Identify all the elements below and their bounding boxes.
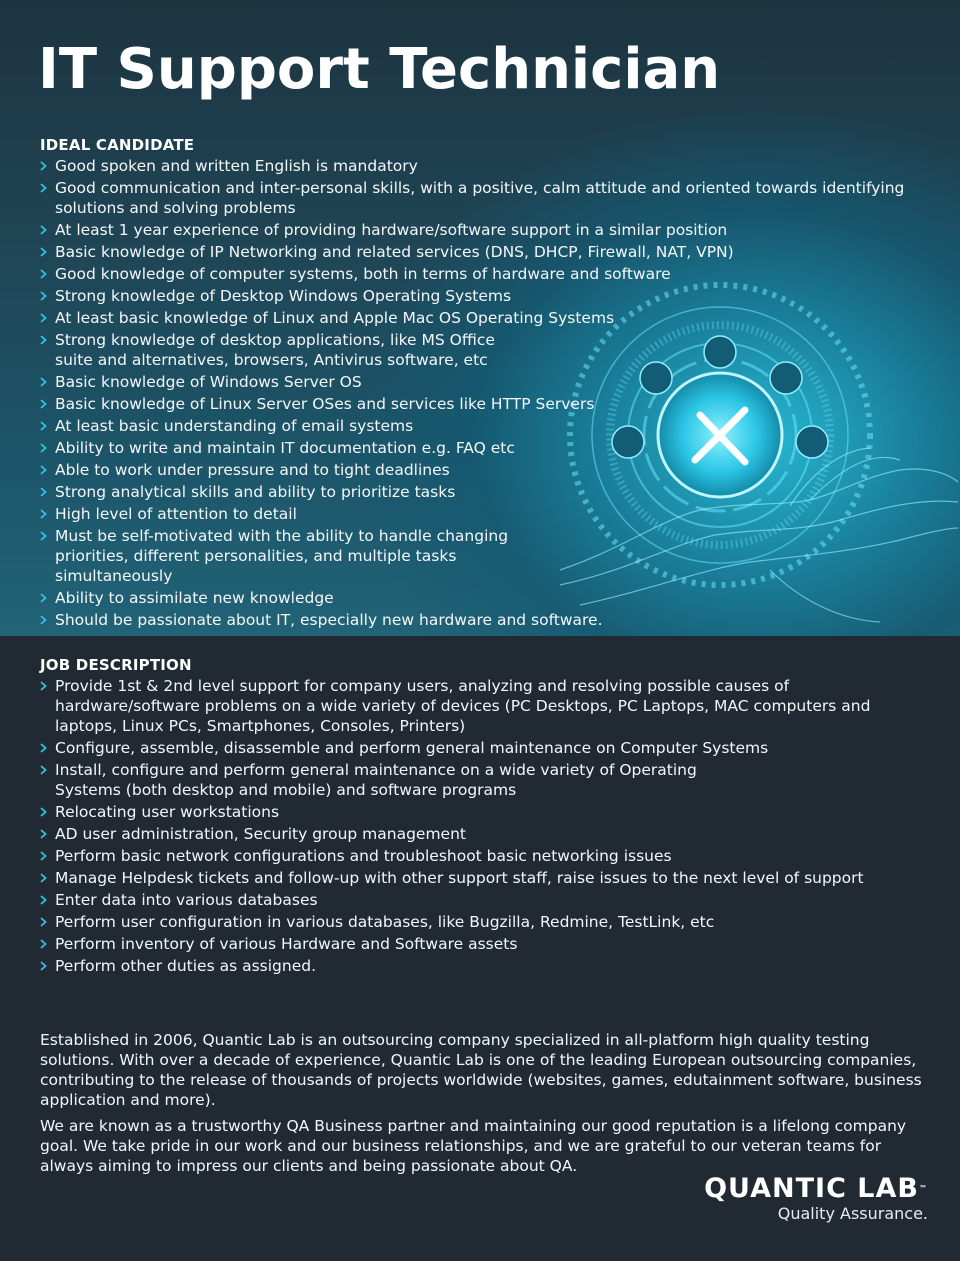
chevron-right-icon: [40, 917, 47, 927]
chevron-right-icon: [40, 335, 47, 345]
list-item: [40, 846, 920, 866]
chevron-right-icon: [40, 183, 47, 193]
chevron-right-icon: [40, 465, 47, 475]
section-heading: JOB DESCRIPTION: [40, 656, 192, 674]
chevron-right-icon: [40, 509, 47, 519]
list-item: [40, 482, 920, 502]
chevron-right-icon: [40, 291, 47, 301]
list-item-text: Manage Helpdesk tickets and follow-up with other support staff, raise issues to the next level of support: [55, 869, 864, 887]
list-item-text: Able to work under pressure and to tight deadlines: [55, 461, 450, 479]
job-description-list: [40, 676, 920, 976]
list-item: [40, 934, 920, 954]
list-item-text: High level of attention to detail: [55, 505, 297, 523]
list-item-text: Strong knowledge of desktop applications, like MS Office suite and alternatives, browsers, Antivirus software, etc: [55, 331, 495, 369]
list-item: [40, 372, 920, 392]
chevron-right-icon: [40, 939, 47, 949]
chevron-right-icon: [40, 765, 47, 775]
list-item: [40, 956, 920, 976]
list-item-text: Ability to assimilate new knowledge: [55, 589, 334, 607]
list-item: [40, 308, 920, 328]
list-item: [40, 242, 920, 262]
list-item-text: Enter data into various databases: [55, 891, 318, 909]
ideal-candidate-list: [40, 156, 920, 630]
company-about: [40, 1030, 930, 1182]
list-item-text: Relocating user workstations: [55, 803, 280, 821]
chevron-right-icon: [40, 399, 47, 409]
list-item-text: Good communication and inter-personal skills, with a positive, calm attitude and oriented towards identifying solutions and solving problems: [55, 179, 905, 217]
list-item-text: Provide 1st & 2nd level support for company users, analyzing and resolving possible causes of hardware/software problems on a wide variety of devices (PC Desktops, PC Laptops, MAC computers and laptops, Linux PCs, Smartphones, Consoles, Printers): [55, 677, 871, 735]
chevron-right-icon: [40, 961, 47, 971]
chevron-right-icon: [40, 247, 47, 257]
list-item-text: Basic knowledge of Windows Server OS: [55, 373, 362, 391]
chevron-right-icon: [40, 225, 47, 235]
list-item-text: AD user administration, Security group management: [55, 825, 466, 843]
logo-tagline: Quality Assurance.: [777, 1204, 928, 1223]
list-item: [40, 156, 920, 176]
list-item: [40, 912, 920, 932]
chevron-right-icon: [40, 487, 47, 497]
list-item: [40, 588, 920, 608]
chevron-right-icon: [40, 593, 47, 603]
about-paragraph: Established in 2006, Quantic Lab is an outsourcing company specialized in all-platform high quality testing solutions. With over a decade of experience, Quantic Lab is one of the leading European outsourcing companies, contributing to the release of thousands of projects worldwide (websites, games, edutainment software, business application and more).: [40, 1031, 922, 1109]
list-item: [40, 394, 920, 414]
chevron-right-icon: [40, 161, 47, 171]
list-item-text: Perform inventory of various Hardware and Software assets: [55, 935, 518, 953]
chevron-right-icon: [40, 807, 47, 817]
list-item-text: Should be passionate about IT, especially new hardware and software.: [55, 611, 603, 629]
chevron-right-icon: [40, 829, 47, 839]
list-item: [40, 526, 575, 586]
list-item: [40, 824, 920, 844]
list-item-text: At least 1 year experience of providing hardware/software support in a similar position: [55, 221, 728, 239]
list-item: [40, 416, 920, 436]
list-item: [40, 802, 920, 822]
list-item: [40, 610, 920, 630]
logo-trademark: ™: [919, 1184, 928, 1193]
list-item: [40, 738, 920, 758]
list-item-text: Good spoken and written English is mandatory: [55, 157, 418, 175]
list-item-text: Perform user configuration in various databases, like Bugzilla, Redmine, TestLink, etc: [55, 913, 715, 931]
list-item-text: Install, configure and perform general maintenance on a wide variety of Operating Systems (both desktop and mobile) and software programs: [55, 761, 697, 799]
list-item: [40, 504, 920, 524]
company-logo: [704, 1174, 928, 1224]
chevron-right-icon: [40, 531, 47, 541]
chevron-right-icon: [40, 443, 47, 453]
chevron-right-icon: [40, 421, 47, 431]
list-item: [40, 676, 920, 736]
chevron-right-icon: [40, 743, 47, 753]
list-item: [40, 760, 755, 800]
about-paragraph: We are known as a trustworthy QA Business partner and maintaining our good reputation is a lifelong company goal. We take pride in our work and our business relationships, and we are grateful to our veteran teams for always aiming to impress our clients and being passionate about QA.: [40, 1117, 907, 1175]
list-item: [40, 264, 920, 284]
list-item: [40, 890, 920, 910]
list-item-text: Configure, assemble, disassemble and perform general maintenance on Computer Systems: [55, 739, 769, 757]
list-item-text: Must be self-motivated with the ability to handle changing priorities, different personalities, and multiple tasks simultaneously: [55, 527, 509, 585]
list-item-text: Perform basic network configurations and troubleshoot basic networking issues: [55, 847, 672, 865]
list-item: [40, 438, 920, 458]
list-item-text: Strong analytical skills and ability to prioritize tasks: [55, 483, 456, 501]
chevron-right-icon: [40, 615, 47, 625]
list-item-text: Perform other duties as assigned.: [55, 957, 316, 975]
list-item: [40, 178, 920, 218]
page-title: IT Support Technician: [38, 37, 721, 102]
ideal-candidate-section: [40, 134, 920, 632]
list-item-text: Strong knowledge of Desktop Windows Operating Systems: [55, 287, 512, 305]
chevron-right-icon: [40, 269, 47, 279]
logo-name: QUANTIC LAB: [704, 1173, 919, 1204]
list-item: [40, 220, 920, 240]
list-item-text: Ability to write and maintain IT documentation e.g. FAQ etc: [55, 439, 515, 457]
list-item-text: At least basic knowledge of Linux and Apple Mac OS Operating Systems: [55, 309, 615, 327]
list-item: [40, 330, 525, 370]
chevron-right-icon: [40, 681, 47, 691]
list-item: [40, 868, 920, 888]
list-item: [40, 460, 920, 480]
job-description-section: [40, 654, 920, 978]
chevron-right-icon: [40, 873, 47, 883]
section-heading: IDEAL CANDIDATE: [40, 136, 195, 154]
chevron-right-icon: [40, 377, 47, 387]
list-item-text: At least basic understanding of email systems: [55, 417, 414, 435]
chevron-right-icon: [40, 851, 47, 861]
list-item-text: Good knowledge of computer systems, both in terms of hardware and software: [55, 265, 671, 283]
list-item: [40, 286, 920, 306]
list-item-text: Basic knowledge of IP Networking and related services (DNS, DHCP, Firewall, NAT, VPN): [55, 243, 734, 261]
chevron-right-icon: [40, 895, 47, 905]
chevron-right-icon: [40, 313, 47, 323]
list-item-text: Basic knowledge of Linux Server OSes and services like HTTP Servers: [55, 395, 595, 413]
